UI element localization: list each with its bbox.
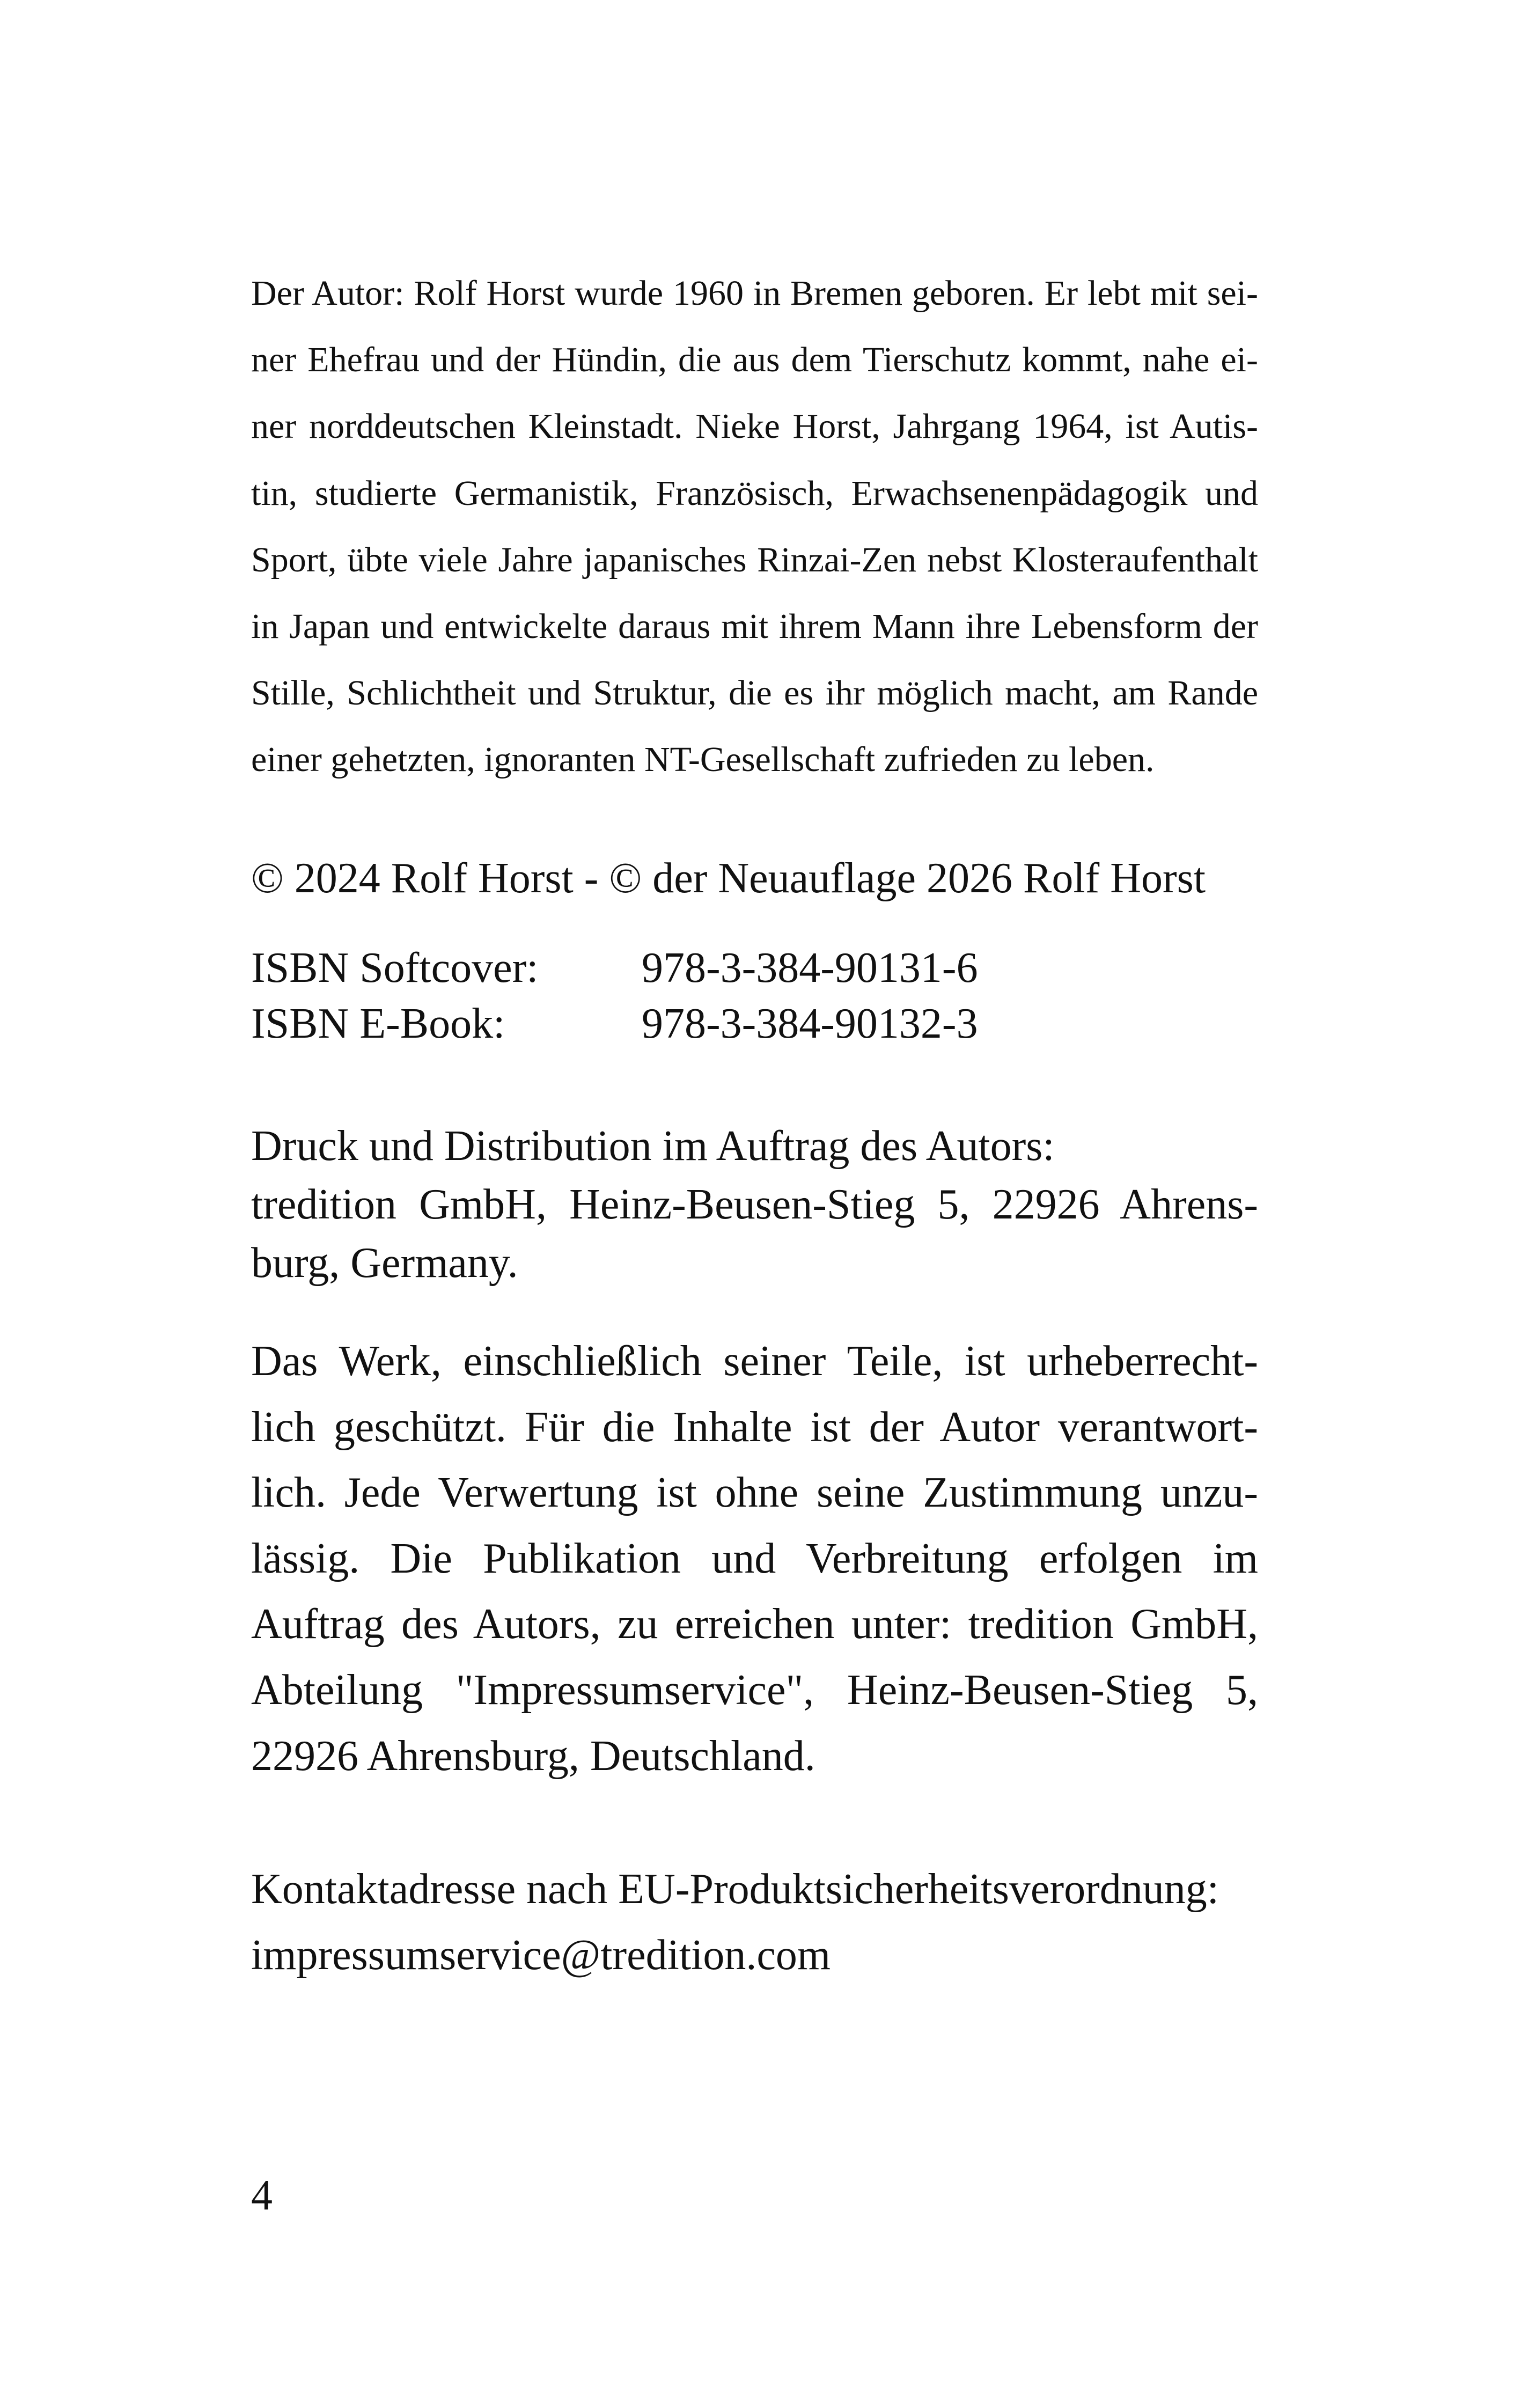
bio-line: Stille, Schlichtheit und Struktur, die es ihr möglich macht, am Rande [251, 673, 1258, 713]
rights-line: Abteilung "Impressumservice", Heinz-Beusen-Stieg 5, [251, 1666, 1258, 1714]
isbn-softcover-label: ISBN Softcover: [251, 944, 539, 992]
contact-email: impressumservice@tredition.com [251, 1932, 831, 1979]
page-number: 4 [251, 2172, 273, 2219]
bio-line: einer gehetzten, ignoranten NT-Gesellschaft zufrieden zu leben. [251, 740, 1155, 779]
bio-line: Sport, übte viele Jahre japanisches Rinzai-Zen nebst Klosteraufenthalt [251, 540, 1258, 579]
contact-label: Kontaktadresse nach EU-Produktsicherheitsverordnung: [251, 1866, 1219, 1913]
rights-line: lich geschützt. Für die Inhalte ist der Autor verantwort- [251, 1404, 1258, 1451]
isbn-ebook-value: 978-3-384-90132-3 [642, 1000, 978, 1047]
print-line: Druck und Distribution im Auftrag des Autors: [251, 1122, 1055, 1170]
print-line: tredition GmbH, Heinz-Beusen-Stieg 5, 22926 Ahrens- [251, 1181, 1258, 1228]
rights-line: lich. Jede Verwertung ist ohne seine Zustimmung unzu- [251, 1469, 1258, 1516]
rights-line: Das Werk, einschließlich seiner Teile, ist urheberrecht- [251, 1338, 1258, 1385]
isbn-softcover-value: 978-3-384-90131-6 [642, 944, 978, 992]
bio-line: Der Autor: Rolf Horst wurde 1960 in Bremen geboren. Er lebt mit sei- [251, 274, 1258, 313]
bio-line: ner Ehefrau und der Hündin, die aus dem Tierschutz kommt, nahe ei- [251, 340, 1258, 379]
bio-line: ner norddeutschen Kleinstadt. Nieke Horst, Jahrgang 1964, ist Autis- [251, 407, 1258, 446]
rights-line: Auftrag des Autors, zu erreichen unter: tredition GmbH, [251, 1601, 1258, 1648]
bio-line: in Japan und entwickelte daraus mit ihrem Mann ihre Lebensform der [251, 607, 1258, 646]
bio-line: tin, studierte Germanistik, Französisch, Erwachsenenpädagogik und [251, 474, 1258, 513]
print-line: burg, Germany. [251, 1239, 518, 1287]
rights-line: lässig. Die Publikation und Verbreitung erfolgen im [251, 1535, 1258, 1582]
copyright-notice: © 2024 Rolf Horst - © der Neuauflage 2026 Rolf Horst [251, 855, 1206, 902]
isbn-ebook-label: ISBN E-Book: [251, 1000, 505, 1047]
rights-line: 22926 Ahrensburg, Deutschland. [251, 1732, 815, 1780]
